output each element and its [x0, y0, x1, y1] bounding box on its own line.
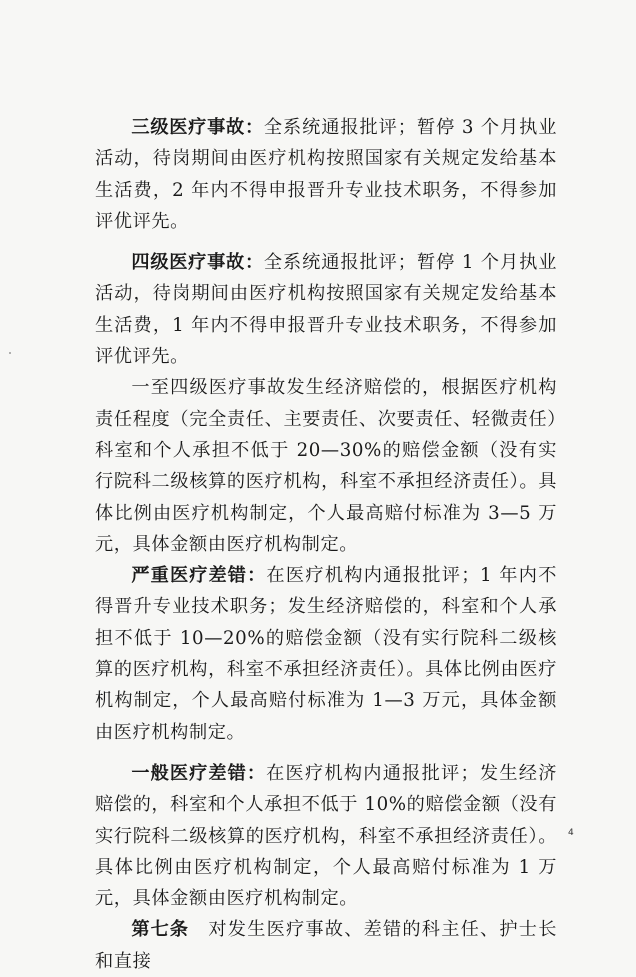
- text-article-7: 对发生医疗事故、差错的科主任、护士长和直接: [95, 919, 557, 972]
- scan-speck: [9, 352, 11, 354]
- text-grade4-accident: 全系统通报批评；暂停 1 个月执业活动，待岗期间由医疗机构按照国家有关规定发给基本生活费，1 年内不得申报晋升专业技术职务，不得参加评优评先。: [95, 252, 557, 368]
- page-number: 4: [568, 828, 574, 838]
- heading-general-error: 一般医疗差错：: [131, 762, 267, 784]
- paragraph-general-error: [95, 758, 557, 914]
- text-grade3-accident: 全系统通报批评；暂停 3 个月执业活动，待岗期间由医疗机构按照国家有关规定发给基本生活费，2 年内不得申报晋升专业技术职务，不得参加评优评先。: [95, 117, 557, 232]
- heading-grade3-accident: 三级医疗事故：: [131, 117, 264, 138]
- heading-article-7: 第七条: [131, 919, 189, 941]
- paragraph-grade3-accident: [95, 112, 557, 237]
- paragraph-compensation: [95, 372, 557, 560]
- paragraph-article-7: [95, 914, 557, 977]
- paragraph-grade4-accident: [95, 247, 557, 372]
- text-serious-error: 在医疗机构内通报批评；1 年内不得晋升专业技术职务；发生经济赔偿的，科室和个人承担不低于 10—20%的赔偿金额（没有实行院科二级核算的医疗机构，科室不承担经济责任）。具体比例由医疗机构制定，个人最高赔付标准为 1—3 万元，具体金额由医疗机构制定。: [95, 565, 557, 743]
- text-general-error: 在医疗机构内通报批评；发生经济赔偿的，科室和个人承担不低于 10%的赔偿金额（没有实行院科二级核算的医疗机构，科室不承担经济责任）。具体比例由医疗机构制定，个人最高赔付标准为 1 万元，具体金额由医疗机构制定。: [95, 762, 557, 910]
- paragraph-serious-error: [95, 560, 557, 748]
- heading-grade4-accident: 四级医疗事故：: [131, 252, 264, 274]
- heading-serious-error: 严重医疗差错：: [131, 565, 267, 587]
- text-compensation: 一至四级医疗事故发生经济赔偿的，根据医疗机构责任程度（完全责任、主要责任、次要责任、轻微责任）科室和个人承担不低于 20—30%的赔偿金额（没有实行院科二级核算的医疗机构，科室不承担经济责任）。具体比例由医疗机构制定，个人最高赔付标准为 3—5 万元，具体金额由医疗机构制定。: [95, 377, 557, 555]
- document-body: [95, 112, 557, 977]
